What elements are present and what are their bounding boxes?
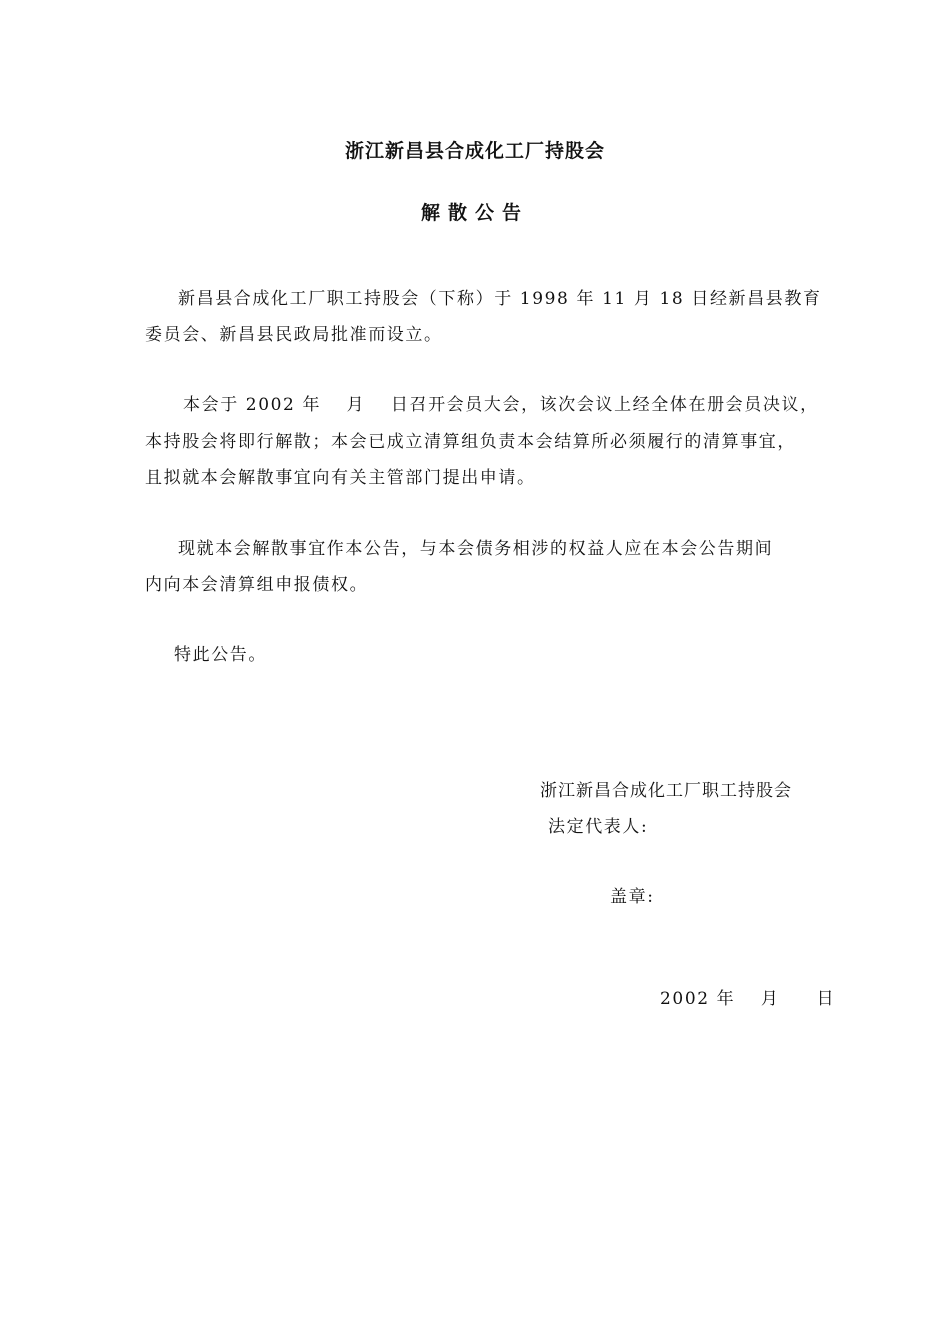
paragraph-1-line-1: 新昌县合成化工厂职工持股会（下称）于 1998 年 11 月 18 日经新昌县教育: [178, 289, 822, 309]
document-subtitle: 解散公告: [420, 202, 529, 224]
paragraph-3-line-2: 内向本会清算组申报债权。: [145, 575, 369, 595]
signature-legal-representative: 法定代表人:: [548, 817, 649, 837]
closing-remark: 特此公告。: [174, 645, 267, 665]
paragraph-3-line-1: 现就本会解散事宜作本公告，与本会债务相涉的权益人应在本会公告期间: [178, 539, 774, 559]
signature-date: 2002 年 月 日: [660, 989, 836, 1009]
signature-organization: 浙江新昌合成化工厂职工持股会: [540, 781, 792, 801]
paragraph-2-line-2: 本持股会将即行解散；本会已成立清算组负责本会结算所必须履行的清算事宜，: [145, 432, 796, 452]
document-title: 浙江新昌县合成化工厂持股会: [344, 140, 605, 162]
paragraph-2-line-1: 本会于 2002 年 月 日召开会员大会，该次会议上经全体在册会员决议，: [183, 395, 819, 415]
paragraph-1-line-2: 委员会、新昌县民政局批准而设立。: [145, 325, 443, 345]
signature-seal: 盖章:: [610, 887, 655, 907]
paragraph-2-line-3: 且拟就本会解散事宜向有关主管部门提出申请。: [145, 468, 536, 488]
